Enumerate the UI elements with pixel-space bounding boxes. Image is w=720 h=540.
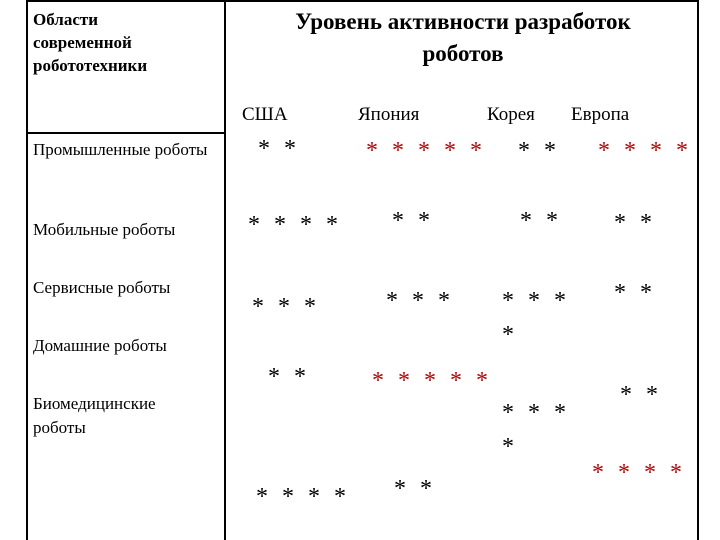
column-korea: Корея [487,104,535,125]
rating-industrial-usa: * * [258,136,300,162]
column-japan: Япония [358,104,420,125]
rating-industrial-korea: * * [518,138,560,164]
rating-service-japan: * * * [386,288,454,314]
row-label-home: Домашние роботы [33,336,167,355]
column-divider [224,0,226,540]
rating-mobile-japan: * * [392,208,434,234]
rating-service-korea-line1: * * * [502,288,570,314]
rating-industrial-europe: * * * * [598,138,692,164]
rating-home-usa: * * [268,364,310,390]
rating-home-korea-line1: * * * [502,400,570,426]
column-europe: Европа [571,104,630,125]
page-title: Уровень активности разработок роботов [295,9,631,66]
rating-service-europe: * * [614,280,656,306]
table-border-right [697,0,699,540]
rating-home-korea-line2: * [502,434,518,460]
rating-biomedical-usa: * * * * [256,484,350,510]
row-label-mobile: Мобильные роботы [33,220,176,239]
rating-home-europe: * * [620,382,662,408]
rating-service-korea-line2: * [502,322,518,348]
rating-mobile-europe: * * [614,210,656,236]
rating-mobile-usa: * * * * [248,212,342,238]
table-border-left [26,0,28,540]
header-left-label: Области современной робототехники [33,10,148,75]
row-label-industrial: Промышленные роботы [33,140,208,159]
rating-biomedical-europe: * * * * [592,460,686,486]
table-border-top [26,0,698,2]
rating-biomedical-japan: * * [394,476,436,502]
rating-home-japan: * * * * * [372,368,492,394]
header-divider [26,132,224,134]
row-label-service: Сервисные роботы [33,278,171,297]
rating-industrial-japan: * * * * * [366,138,486,164]
rating-service-usa: * * * [252,294,320,320]
column-usa: США [242,104,288,125]
row-label-biomedical: Биомедицинские роботы [33,394,156,437]
rating-mobile-korea: * * [520,208,562,234]
